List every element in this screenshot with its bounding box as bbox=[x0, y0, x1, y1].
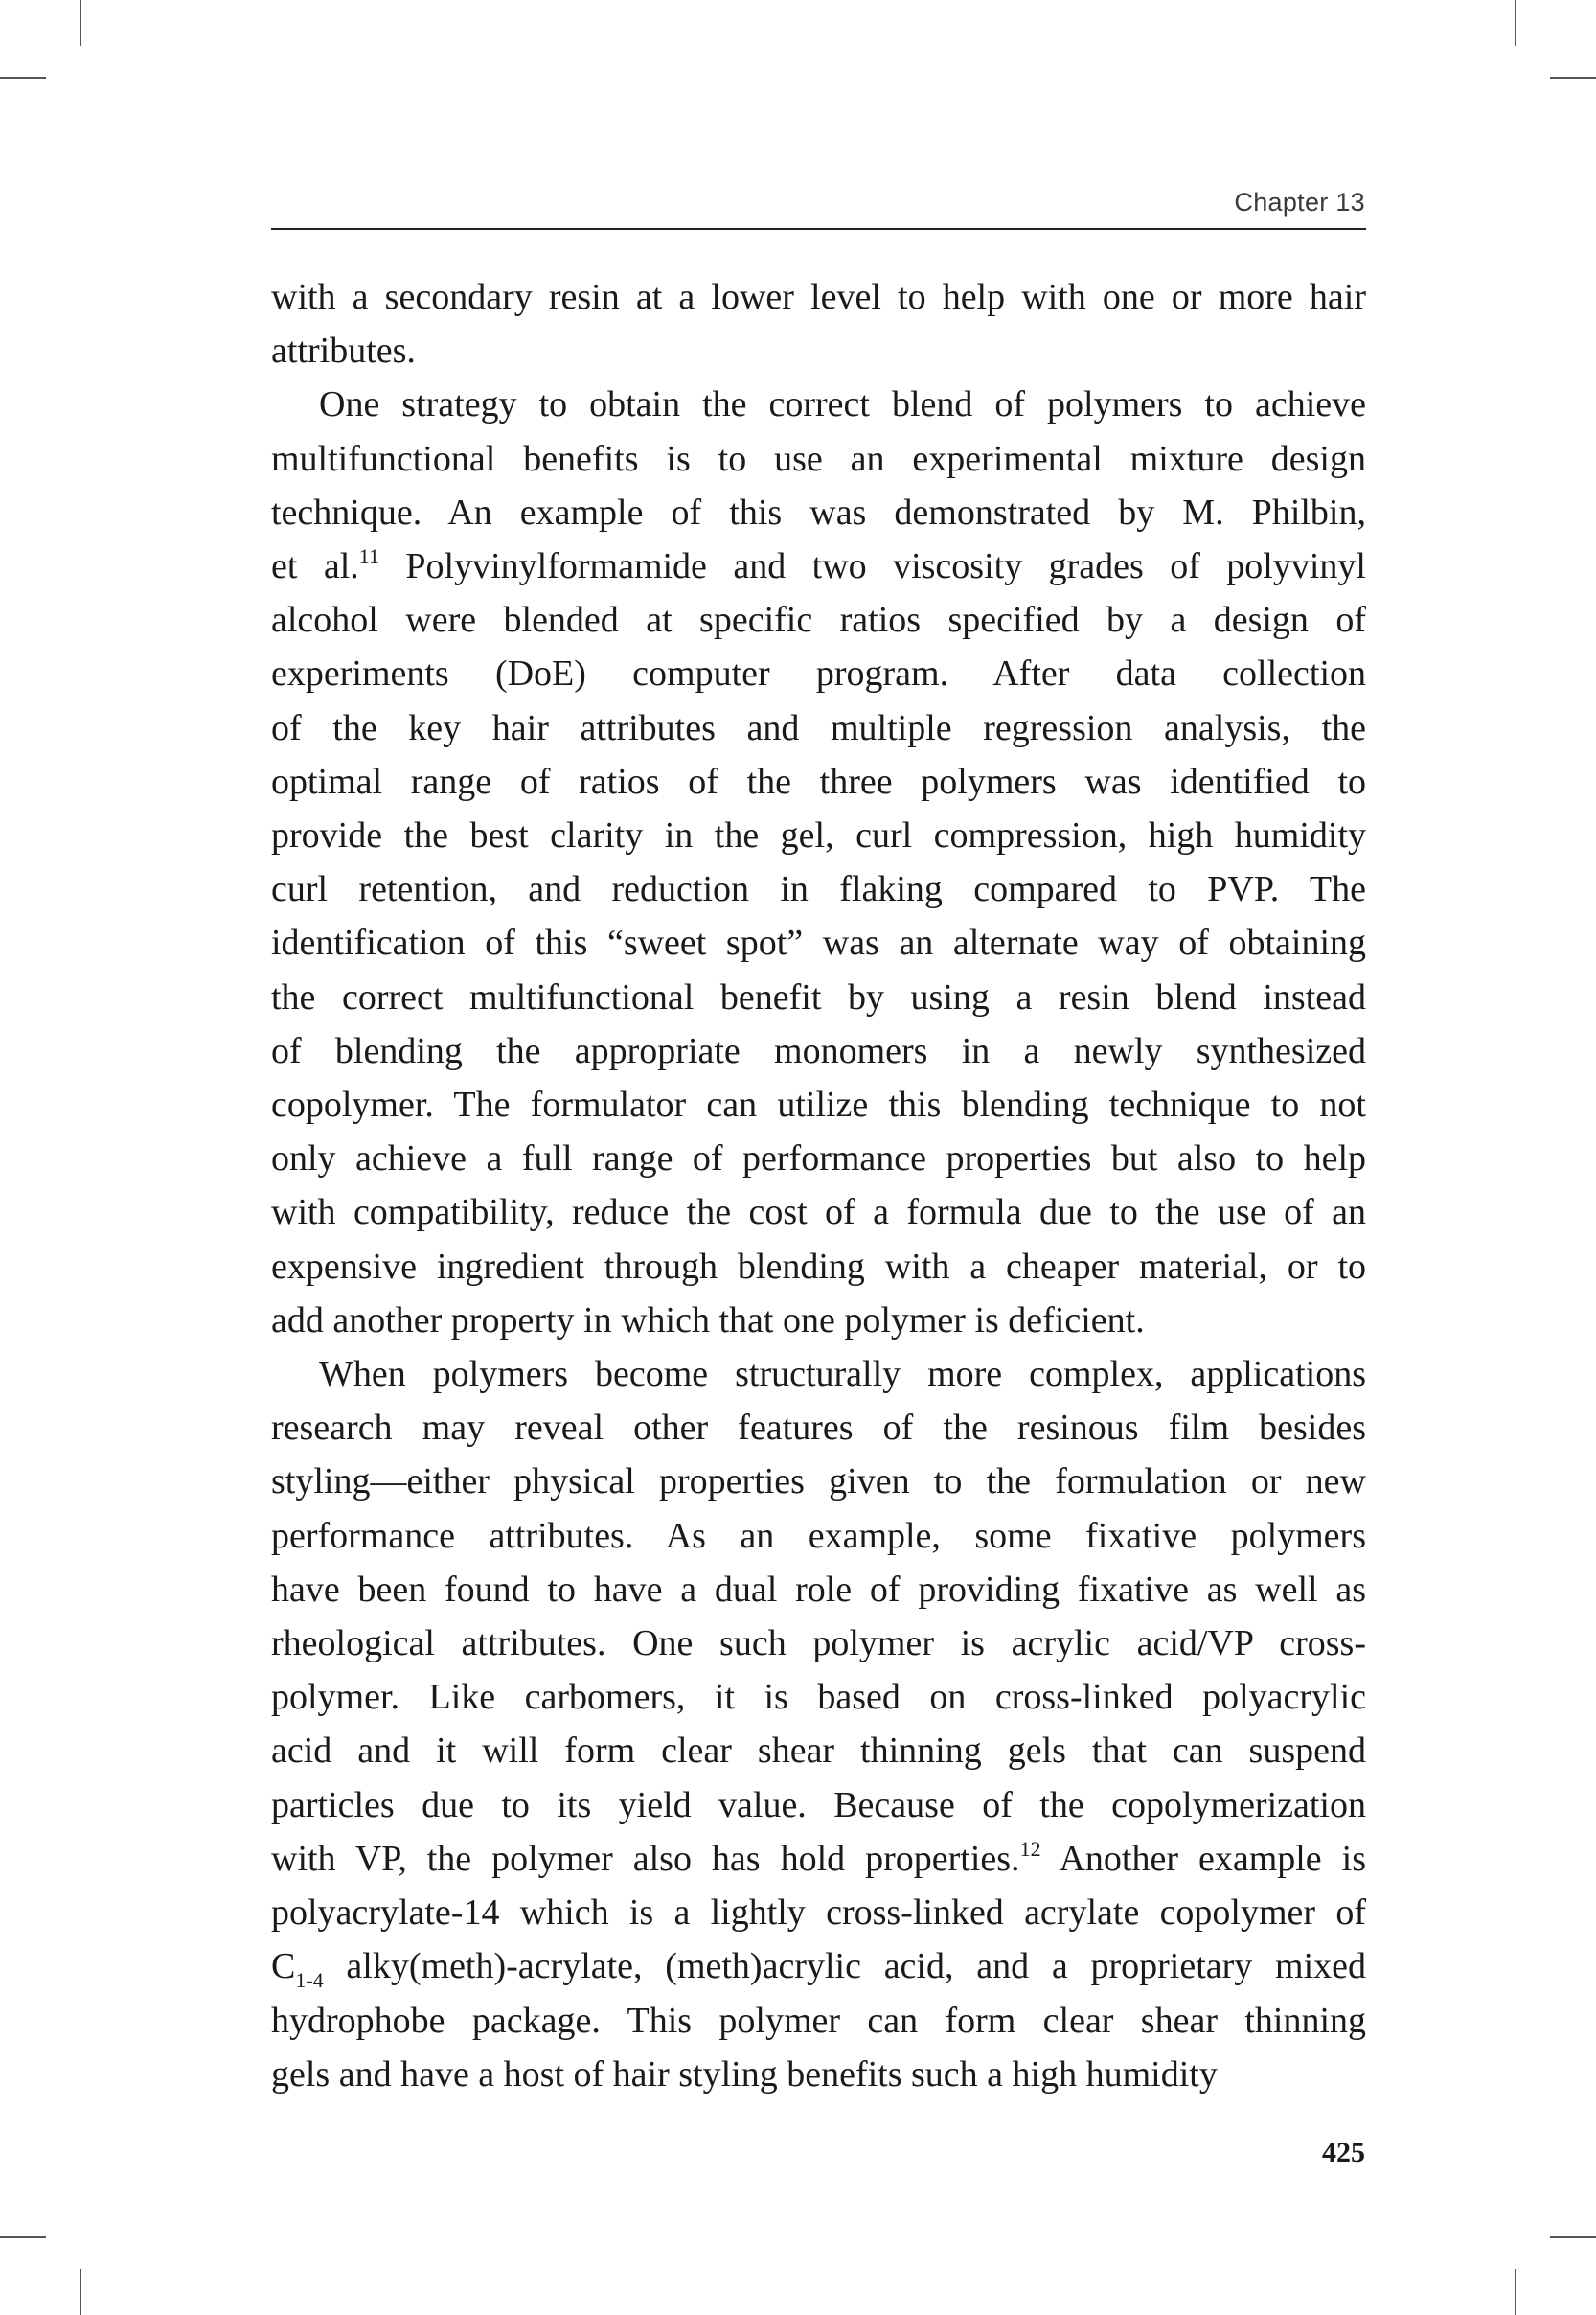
body-text bbox=[271, 270, 1366, 2101]
text-line: particles due to its yield value. Because of the copolymerization bbox=[271, 1784, 1366, 1825]
text-line: alcohol were blended at specific ratios specified by a design of bbox=[271, 600, 1366, 641]
subscript: 1-4 bbox=[295, 1968, 324, 1993]
crop-mark-top-left-h bbox=[0, 77, 46, 79]
paragraph bbox=[271, 270, 1366, 378]
text-line: optimal range of ratios of the three polymers was identified to bbox=[271, 761, 1366, 802]
text-line: expensive ingredient through blending with a cheaper material, or to bbox=[271, 1246, 1366, 1287]
crop-mark-top-right-h bbox=[1550, 77, 1596, 79]
page-number: 425 bbox=[1322, 2137, 1365, 2168]
text-line: performance attributes. As an example, some fixative polymers bbox=[271, 1515, 1366, 1556]
text-line: experiments (DoE) computer program. After data collection bbox=[271, 653, 1366, 695]
text-line bbox=[271, 1939, 1366, 1993]
text-line: acid and it will form clear shear thinning gels that can suspend bbox=[271, 1731, 1366, 1772]
text-line: add another property in which that one polymer is deficient. bbox=[271, 1299, 1145, 1341]
text-line: styling—either physical properties given to the formulation or new bbox=[271, 1461, 1366, 1502]
text-line: rheological attributes. One such polymer is acrylic acid/VP cross- bbox=[271, 1623, 1366, 1664]
text-line: polymer. Like carbomers, it is based on cross-linked polyacrylic bbox=[271, 1677, 1366, 1718]
crop-mark-bottom-left bbox=[80, 2269, 81, 2315]
text-run: alky(meth)-acrylate, (meth)acrylic acid, and a proprietary mixed bbox=[323, 1946, 1366, 1987]
paragraph bbox=[271, 378, 1366, 1347]
text-line: One strategy to obtain the correct blend of polymers to achieve bbox=[319, 384, 1366, 425]
text-line: multifunctional benefits is to use an experimental mixture design bbox=[271, 438, 1366, 479]
crop-mark-bottom-left-h bbox=[0, 2236, 46, 2238]
text-line: hydrophobe package. This polymer can form clear shear thinning bbox=[271, 2000, 1366, 2041]
text-line: with compatibility, reduce the cost of a formula due to the use of an bbox=[271, 1192, 1366, 1233]
crop-mark-top-right bbox=[1515, 0, 1516, 46]
text-line: have been found to have a dual role of providing fixative as well as bbox=[271, 1569, 1366, 1610]
text-run: et al. bbox=[271, 546, 359, 587]
text-line: identification of this “sweet spot” was an alternate way of obtaining bbox=[271, 923, 1366, 964]
text-line: technique. An example of this was demonstrated by M. Philbin, bbox=[271, 492, 1366, 533]
text-line: with a secondary resin at a lower level to help with one or more hair bbox=[271, 277, 1366, 317]
text-run: with VP, the polymer also has hold properties. bbox=[271, 1838, 1020, 1879]
text-line: of blending the appropriate monomers in a newly synthesized bbox=[271, 1030, 1366, 1071]
crop-mark-bottom-right bbox=[1515, 2269, 1516, 2315]
paragraph bbox=[271, 1347, 1366, 2101]
text-line: research may reveal other features of the resinous film besides bbox=[271, 1408, 1366, 1449]
text-line: copolymer. The formulator can utilize this blending technique to not bbox=[271, 1085, 1366, 1126]
text-line: of the key hair attributes and multiple regression analysis, the bbox=[271, 707, 1366, 748]
text-line: gels and have a host of hair styling benefits such a high humidity bbox=[271, 2053, 1218, 2095]
text-run: Another example is bbox=[1040, 1838, 1366, 1879]
text-line bbox=[271, 1832, 1366, 1886]
reference-superscript: 12 bbox=[1019, 1836, 1041, 1861]
text-line: provide the best clarity in the gel, curl compression, high humidity bbox=[271, 815, 1366, 857]
text-line: attributes. bbox=[271, 331, 416, 372]
text-line: polyacrylate-14 which is a lightly cross-linked acrylate copolymer of bbox=[271, 1892, 1366, 1934]
text-line: When polymers become structurally more complex, applications bbox=[319, 1354, 1366, 1395]
text-run: C bbox=[271, 1946, 296, 1987]
text-line: the correct multifunctional benefit by using a resin blend instead bbox=[271, 976, 1366, 1018]
reference-superscript: 11 bbox=[358, 544, 379, 569]
crop-mark-top-left bbox=[80, 0, 81, 46]
crop-mark-bottom-right-h bbox=[1550, 2236, 1596, 2238]
text-run: Polyvinylformamide and two viscosity grades of polyvinyl bbox=[378, 546, 1366, 587]
text-line: only achieve a full range of performance properties but also to help bbox=[271, 1138, 1366, 1180]
header-rule bbox=[271, 228, 1366, 230]
text-line bbox=[271, 539, 1366, 593]
text-line: curl retention, and reduction in flaking compared to PVP. The bbox=[271, 869, 1366, 910]
running-head: Chapter 13 bbox=[1234, 188, 1365, 217]
